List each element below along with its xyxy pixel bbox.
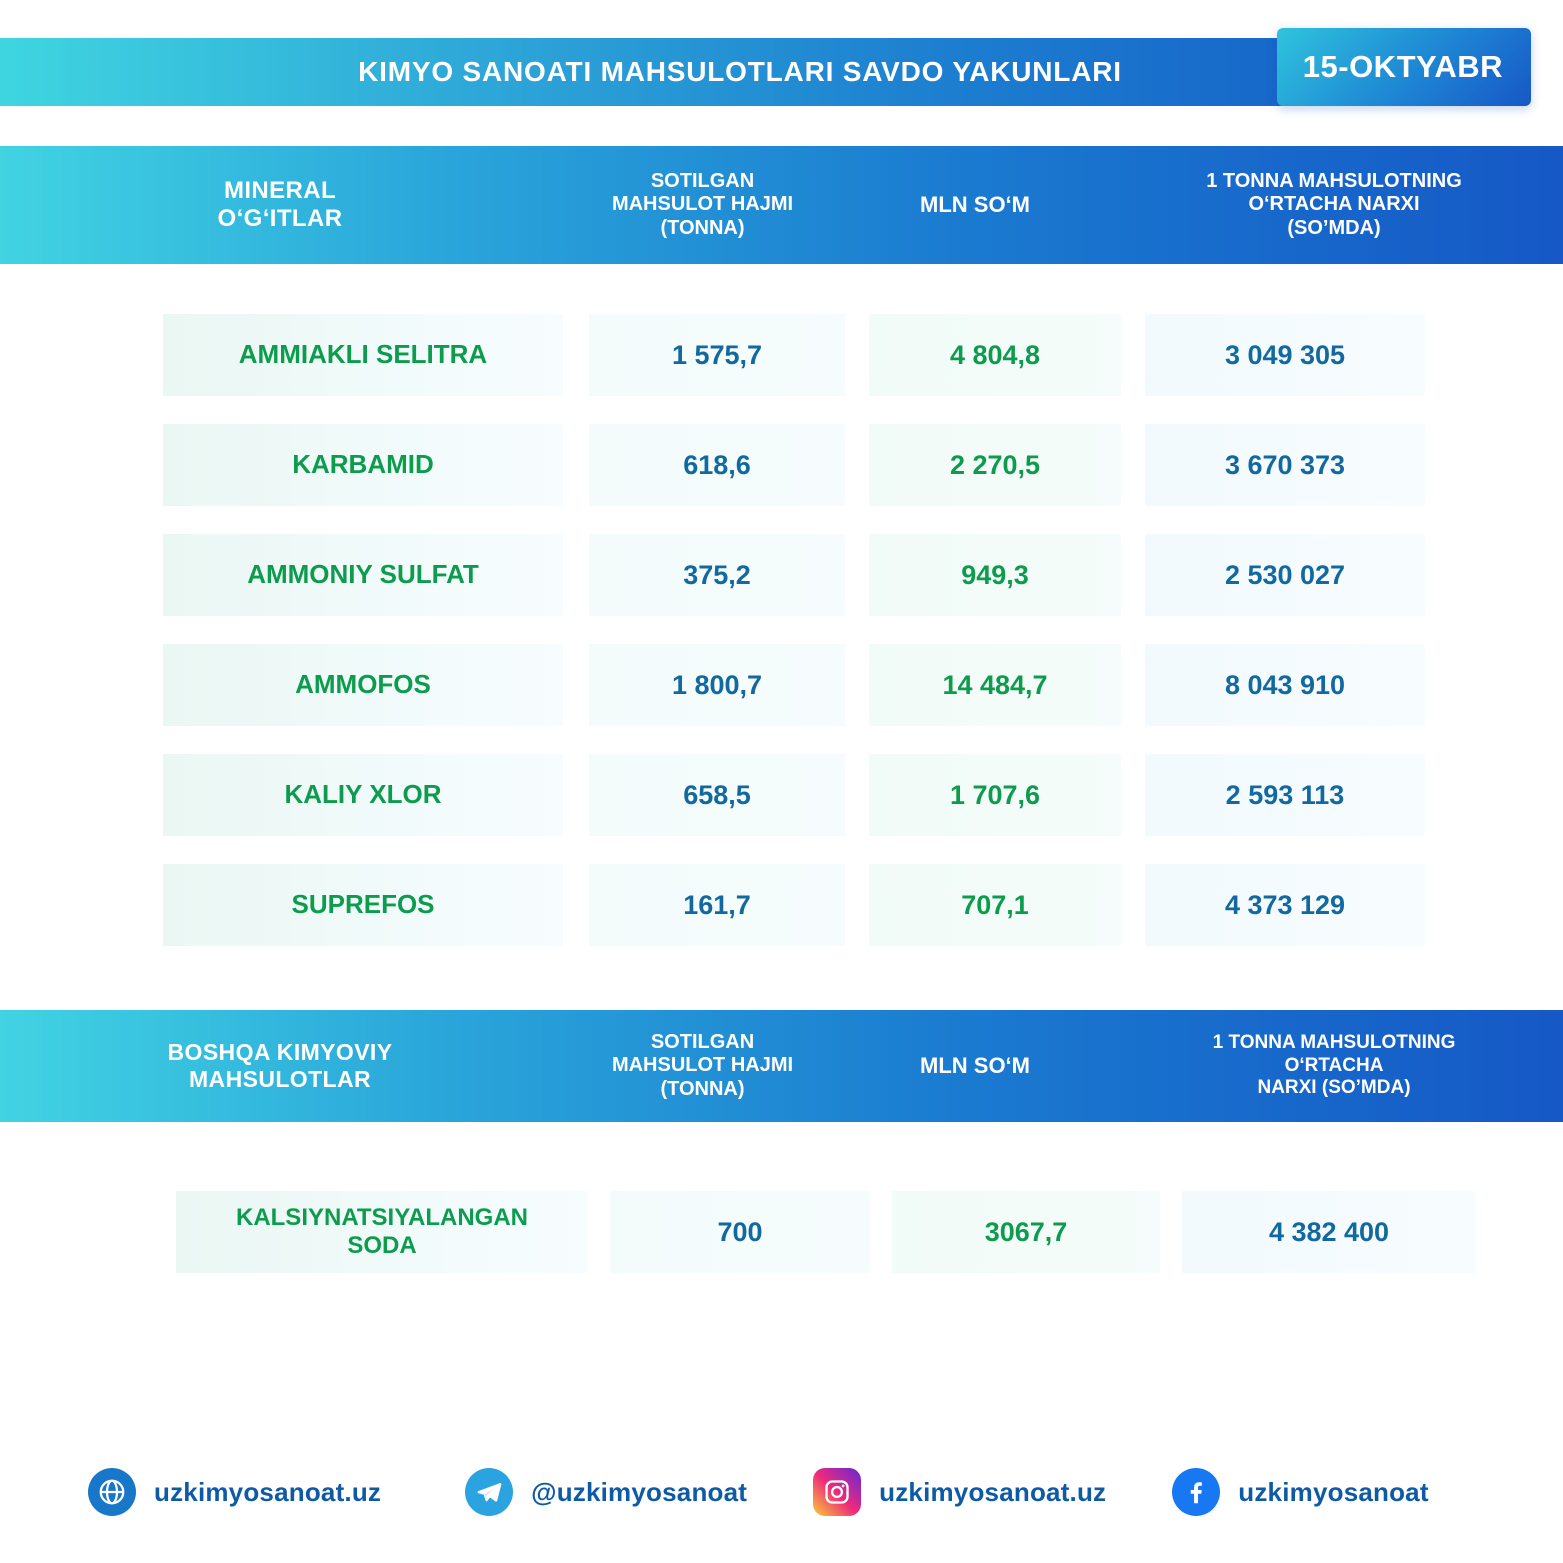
col-header-price — [1105, 170, 1563, 241]
row-name: SUPREFOS — [163, 864, 563, 946]
title-bar — [0, 38, 1340, 106]
row-name — [176, 1191, 588, 1273]
instagram-icon — [813, 1468, 861, 1516]
mineral-fertilizers-table — [0, 300, 1563, 960]
col2-header-volume — [560, 1031, 845, 1102]
row-volume: 161,7 — [589, 864, 845, 946]
row-mln: 14 484,7 — [869, 644, 1121, 726]
table2-header-row — [0, 1010, 1563, 1122]
table-row — [0, 850, 1563, 960]
page-title: KIMYO SANOATI MAHSULOTLARI SAVDO YAKUNLARI — [358, 56, 1122, 87]
table-row — [0, 740, 1563, 850]
col-header-name-line2: O‘G‘ITLAR — [217, 205, 343, 232]
row-price: 8 043 910 — [1145, 644, 1425, 726]
col-header-price-line3: (SO’MDA) — [1287, 216, 1381, 239]
col-header-price-line2: O‘RTACHA NARXI — [1248, 193, 1420, 216]
row-name: AMMOFOS — [163, 644, 563, 726]
footer-item-website[interactable] — [88, 1468, 381, 1516]
globe-icon — [88, 1468, 136, 1516]
col2-header-volume-line3: (TONNA) — [660, 1077, 745, 1100]
footer-label-website: uzkimyosanoat.uz — [154, 1476, 382, 1507]
footer-item-instagram[interactable] — [813, 1468, 1106, 1516]
row-name: AMMIAKLI SELITRA — [163, 314, 563, 396]
col2-header-name-line1: BOSHQA KIMYOVIY — [167, 1038, 393, 1065]
row-mln: 4 804,8 — [869, 314, 1121, 396]
col2-header-price-line1: 1 TONNA MAHSULOTNING — [1212, 1032, 1456, 1054]
row-name: KALIY XLOR — [163, 754, 563, 836]
row-price: 4 382 400 — [1182, 1191, 1476, 1273]
row-name: AMMONIY SULFAT — [163, 534, 563, 616]
other-chemicals-table — [0, 1180, 1563, 1284]
footer-label-instagram: uzkimyosanoat.uz — [879, 1476, 1107, 1507]
row-name-line2: SODA — [347, 1232, 417, 1259]
col2-header-price-line2: O‘RTACHA — [1284, 1054, 1384, 1076]
row-mln: 707,1 — [869, 864, 1121, 946]
col-header-name-line1: MINERAL — [223, 176, 337, 204]
col-header-volume-line1: SOTILGAN — [650, 169, 755, 192]
row-mln: 2 270,5 — [869, 424, 1121, 506]
footer-item-facebook[interactable] — [1172, 1468, 1428, 1516]
row-mln: 1 707,6 — [869, 754, 1121, 836]
table-row — [0, 630, 1563, 740]
date-badge: 15-OKTYABR — [1277, 28, 1531, 106]
row-price: 3 049 305 — [1145, 314, 1425, 396]
table-row — [0, 520, 1563, 630]
col2-header-name — [0, 1039, 560, 1093]
col2-header-price-line3: NARXI (SO’MDA) — [1257, 1077, 1411, 1099]
footer-item-telegram[interactable] — [465, 1468, 747, 1516]
col2-header-mln-line1: MLN SO‘M — [920, 1053, 1030, 1079]
row-volume: 700 — [610, 1191, 870, 1273]
col-header-mln — [845, 192, 1105, 218]
table-row — [0, 300, 1563, 410]
row-mln: 3067,7 — [892, 1191, 1160, 1273]
row-price: 2 593 113 — [1145, 754, 1425, 836]
footer-label-facebook: uzkimyosanoat — [1238, 1476, 1429, 1507]
col2-header-volume-line1: SOTILGAN — [650, 1030, 755, 1053]
col2-header-mln — [845, 1053, 1105, 1079]
row-volume: 375,2 — [589, 534, 845, 616]
footer-contacts — [0, 1457, 1563, 1527]
col2-header-name-line2: MAHSULOTLAR — [189, 1066, 371, 1092]
col2-header-volume-line2: MAHSULOT HAJMI — [611, 1054, 794, 1077]
telegram-icon — [465, 1468, 513, 1516]
col-header-mln-line1: MLN SO‘M — [920, 192, 1030, 218]
row-mln: 949,3 — [869, 534, 1121, 616]
col-header-price-line1: 1 TONNA MAHSULOTNING — [1206, 169, 1462, 192]
table-row — [0, 410, 1563, 520]
row-volume: 1 575,7 — [589, 314, 845, 396]
row-name-line1: KALSIYNATSIYALANGAN — [235, 1204, 529, 1232]
col-header-name — [0, 177, 560, 234]
row-volume: 618,6 — [589, 424, 845, 506]
col-header-volume-line2: MAHSULOT HAJMI — [611, 193, 794, 216]
col-header-volume — [560, 170, 845, 241]
footer-label-telegram: @uzkimyosanoat — [531, 1476, 748, 1507]
table-row — [0, 1180, 1563, 1284]
table1-header-row — [0, 146, 1563, 264]
row-price: 2 530 027 — [1145, 534, 1425, 616]
facebook-icon — [1172, 1468, 1220, 1516]
row-price: 4 373 129 — [1145, 864, 1425, 946]
row-volume: 1 800,7 — [589, 644, 845, 726]
row-price: 3 670 373 — [1145, 424, 1425, 506]
col2-header-price — [1105, 1032, 1563, 1099]
col-header-volume-line3: (TONNA) — [660, 216, 745, 239]
row-name: KARBAMID — [163, 424, 563, 506]
row-volume: 658,5 — [589, 754, 845, 836]
